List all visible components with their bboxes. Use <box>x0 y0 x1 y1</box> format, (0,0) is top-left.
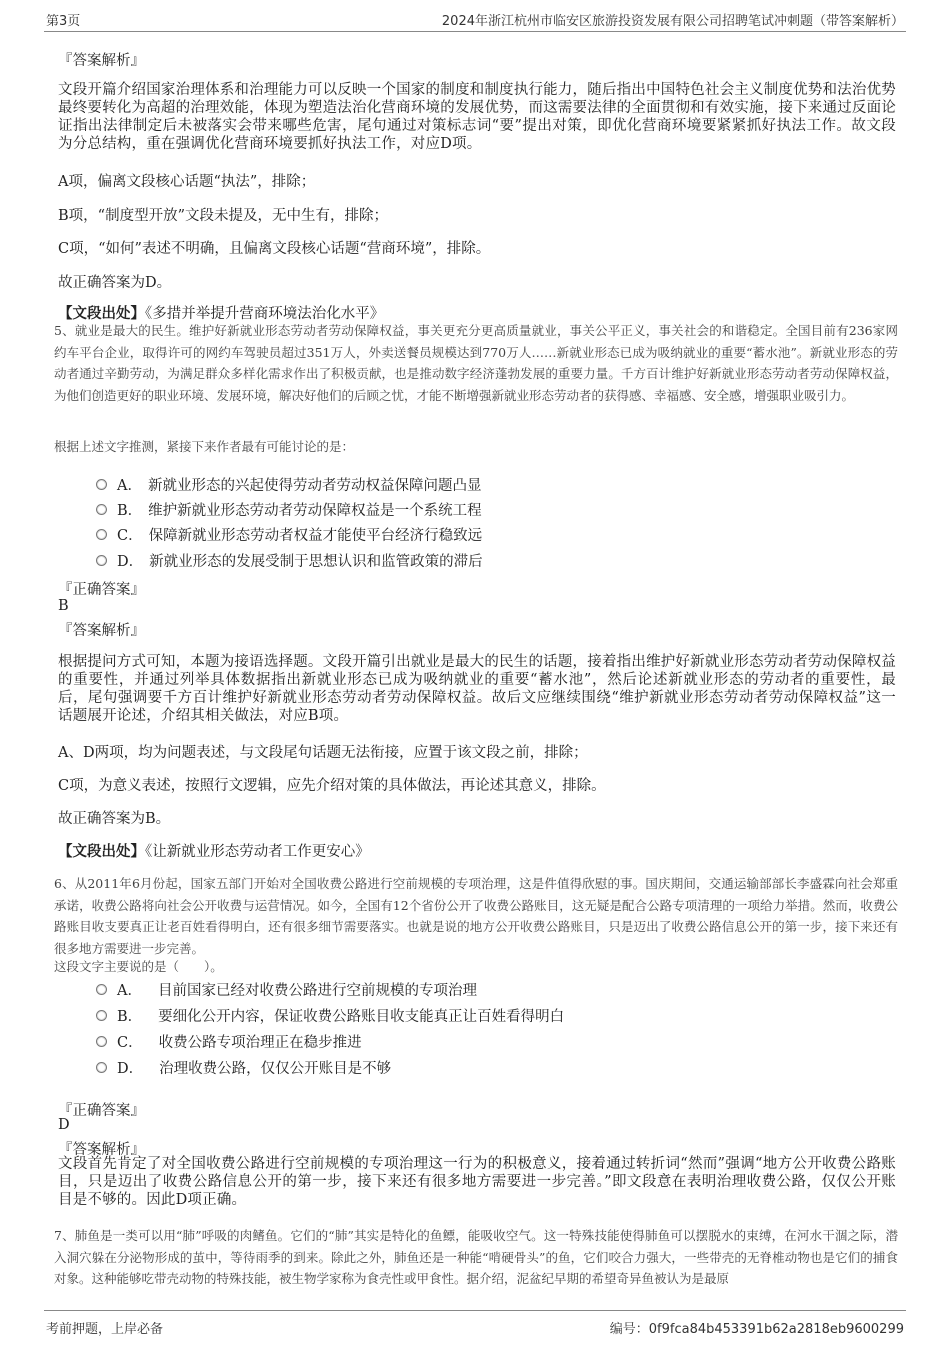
q5-analysis-label: 『答案解析』 <box>58 623 145 639</box>
code-label: 编号： <box>609 1322 649 1337</box>
q5-analysis <box>58 653 896 725</box>
radio-icon[interactable] <box>96 1062 107 1073</box>
option-text: 新就业形态的兴起使得劳动者劳动权益保障问题凸显 <box>147 478 482 494</box>
page-footer <box>0 1310 950 1345</box>
document-title: 2024年浙江杭州市临安区旅游投资发展有限公司招聘笔试冲刺题（带答案解析） <box>441 14 904 29</box>
q6-answer-label: 『正确答案』 <box>58 1103 145 1119</box>
document-code <box>610 1318 904 1337</box>
q4-source-label: 【文段出处】 <box>58 305 145 322</box>
q6-prompt: 这段文字主要说的是（ ）。 <box>54 959 223 974</box>
option-letter: D． <box>117 1061 144 1077</box>
radio-icon[interactable] <box>96 984 107 995</box>
q5-prompt: 根据上述文字推测，紧接下来作者最有可能讨论的是： <box>54 439 355 454</box>
radio-icon[interactable] <box>96 504 107 515</box>
q4-analysis <box>58 81 896 153</box>
q6-analysis-text: 文段首先肯定了对全国收费公路进行空前规模的专项治理这一行为的积极意义，接着通过转折词“然而”强调“地方公开收费公路账目，只是迈出了收费公路信息公开的第一步，接下来还有很多地方需要进一步完善。”即文段意在表明治理收费公路，仅仅公开账目是不够的。因此D项正确。 <box>58 1156 896 1208</box>
q5-source <box>58 840 370 861</box>
q6-option-d[interactable] <box>96 1057 391 1078</box>
q6-analysis-label: 『答案解析』 <box>58 1142 145 1158</box>
q6-option-b[interactable] <box>96 1005 564 1026</box>
option-text: 新就业形态的发展受制于思想认识和监管政策的滞后 <box>149 554 483 570</box>
option-text: 保障新就业形态劳动者权益才能使平台经济行稳致远 <box>148 528 483 544</box>
q4-option-a-note: A项，偏离文段核心话题“执法”，排除； <box>58 174 316 190</box>
q4-analysis-label: 『答案解析』 <box>58 53 145 69</box>
header-divider <box>44 31 906 32</box>
q5-analysis-text: 根据提问方式可知，本题为接语选择题。文段开篇引出就业是最大的民生的话题，接着指出维护好新就业形态劳动者劳动保障权益的重要性，并通过列举具体数据指出新就业形态已成为吸纳就业的重要“蓄水池”，然后论述新就业形态的劳动者的重要性，最后，尾句强调要千方百计维护好新就业形态劳动者劳动保障权益。故后文应继续围绕“维护新就业形态劳动者劳动保障权益”这一话题展开论述，介绍其相关做法，对应B项。 <box>58 654 896 724</box>
option-letter: D． <box>117 554 144 570</box>
option-letter: C． <box>117 528 143 544</box>
radio-icon[interactable] <box>96 479 107 490</box>
option-letter: A． <box>117 983 142 999</box>
q5-source-label: 【文段出处】 <box>58 843 145 860</box>
option-letter: C． <box>117 1035 143 1051</box>
radio-icon[interactable] <box>96 529 107 540</box>
footer-slogan: 考前押题，上岸必备 <box>46 1322 164 1337</box>
radio-icon[interactable] <box>96 1036 107 1047</box>
code-value: 0f9fca84b453391b62a2818eb9600299 <box>648 1322 904 1337</box>
q7-stem: 7、肺鱼是一类可以用“肺”呼吸的肉鳍鱼。它们的“肺”其实是特化的鱼鳔，能吸收空气。这一特殊技能使得肺鱼可以摆脱水的束缚，在河水干涸之际，潜入洞穴躲在分泌物形成的茧中，等待雨季的到来。除此之外，肺鱼还是一种能“啃硬骨头”的鱼，它们咬合力强大，一些带壳的无脊椎动物也是它们的捕食对象。这种能够吃带壳动物的特殊技能，被生物学家称为食壳性或甲食性。据介绍，泥盆纪早期的希望奇异鱼被认为是最原 <box>54 1228 898 1286</box>
radio-icon[interactable] <box>96 555 107 566</box>
footer-divider <box>44 1310 906 1311</box>
q5-source-title: 《让新就业形态劳动者工作更安心》 <box>145 844 370 860</box>
q5-option-a[interactable] <box>96 474 481 495</box>
option-text: 目前国家已经对收费公路进行空前规模的专项治理 <box>157 983 477 999</box>
q5-stem: 5、就业是最大的民生。维护好新就业形态劳动者劳动保障权益，事关更充分更高质量就业，事关公平正义，事关社会的和谐稳定。全国目前有236家网约车平台企业，取得许可的网约车驾驶员超过351万人，外卖送餐员规模达到770万人……新就业形态已成为吸纳就业的重要“蓄水池”。新就业形态的劳动者通过辛勤劳动，为满足群众多样化需求作出了积极贡献，也是推动数字经济蓬勃发展的重要力量。千方百计维护好新就业形态劳动者劳动保障权益，为他们创造更好的职业环境、发展环境，解决好他们的后顾之忧，才能不断增强新就业形态劳动者的获得感、幸福感、安全感，增强职业吸引力。 <box>54 323 898 403</box>
q4-conclusion: 故正确答案为D。 <box>58 275 172 291</box>
q4-option-b-note: B项，“制度型开放”文段未提及，无中生有，排除； <box>58 208 388 224</box>
q6-analysis <box>58 1155 896 1209</box>
q5-option-d[interactable] <box>96 550 483 571</box>
q5-option-c-note: C项，为意义表述，按照行文逻辑，应先介绍对策的具体做法，再论述其意义，排除。 <box>58 778 606 794</box>
q5-option-c[interactable] <box>96 524 482 545</box>
q6-answer: D <box>58 1117 70 1133</box>
q5-answer-label: 『正确答案』 <box>58 582 145 598</box>
q4-option-c-note: C项，“如何”表述不明确，且偏离文段核心话题“营商环境”，排除。 <box>58 241 491 257</box>
option-letter: B． <box>117 503 143 519</box>
option-text: 维护新就业形态劳动者劳动保障权益是一个系统工程 <box>148 503 482 519</box>
q4-analysis-text: 文段开篇介绍国家治理体系和治理能力可以反映一个国家的制度和制度执行能力，随后指出中国特色社会主义制度优势和法治优势最终要转化为高超的治理效能，体现为塑造法治化营商环境的发展优势，而这需要法律的全面贯彻和有效实施，接下来通过反面论证指出法律制定后未被落实会带来哪些危害，尾句通过对策标志词“要”提出对策，即优化营商环境要紧紧抓好执法工作。故文段为分总结构，重在强调优化营商环境要抓好执法工作，对应D项。 <box>58 82 896 152</box>
q5-option-ad-note: A、D两项，均为问题表述，与文段尾句话题无法衔接，应置于该文段之前，排除； <box>58 745 588 761</box>
option-text: 收费公路专项治理正在稳步推进 <box>158 1035 362 1051</box>
option-text: 治理收费公路，仅仅公开账目是不够 <box>159 1061 392 1077</box>
q5-conclusion: 故正确答案为B。 <box>58 811 171 827</box>
q6-stem: 6、从2011年6月份起，国家五部门开始对全国收费公路进行空前规模的专项治理，这是件值得欣慰的事。国庆期间，交通运输部部长李盛霖向社会郑重承诺，收费公路将向社会公开收费与运营情况。如今，全国有12个省份公开了收费公路账目，这无疑是配合公路专项清理的一项给力举措。然而，收费公路账目收支要真正让老百姓看得明白，还有很多细节需要落实。也就是说的地方公开收费公路账目，只是迈出了收费公路信息公开的第一步，接下来还有很多地方需要进一步完善。 <box>54 876 898 956</box>
page-number: 第3页 <box>46 14 81 29</box>
radio-icon[interactable] <box>96 1010 107 1021</box>
option-letter: A． <box>117 478 142 494</box>
q6-option-a[interactable] <box>96 979 477 1000</box>
option-text: 要细化公开内容，保证收费公路账目收支能真正让百姓看得明白 <box>158 1009 565 1025</box>
q6-option-c[interactable] <box>96 1031 362 1052</box>
q4-source-title: 《多措并举提升营商环境法治化水平》 <box>145 306 385 322</box>
option-letter: B． <box>117 1009 143 1025</box>
q5-option-b[interactable] <box>96 499 482 520</box>
page-header <box>0 0 950 32</box>
q5-answer: B <box>58 598 69 614</box>
